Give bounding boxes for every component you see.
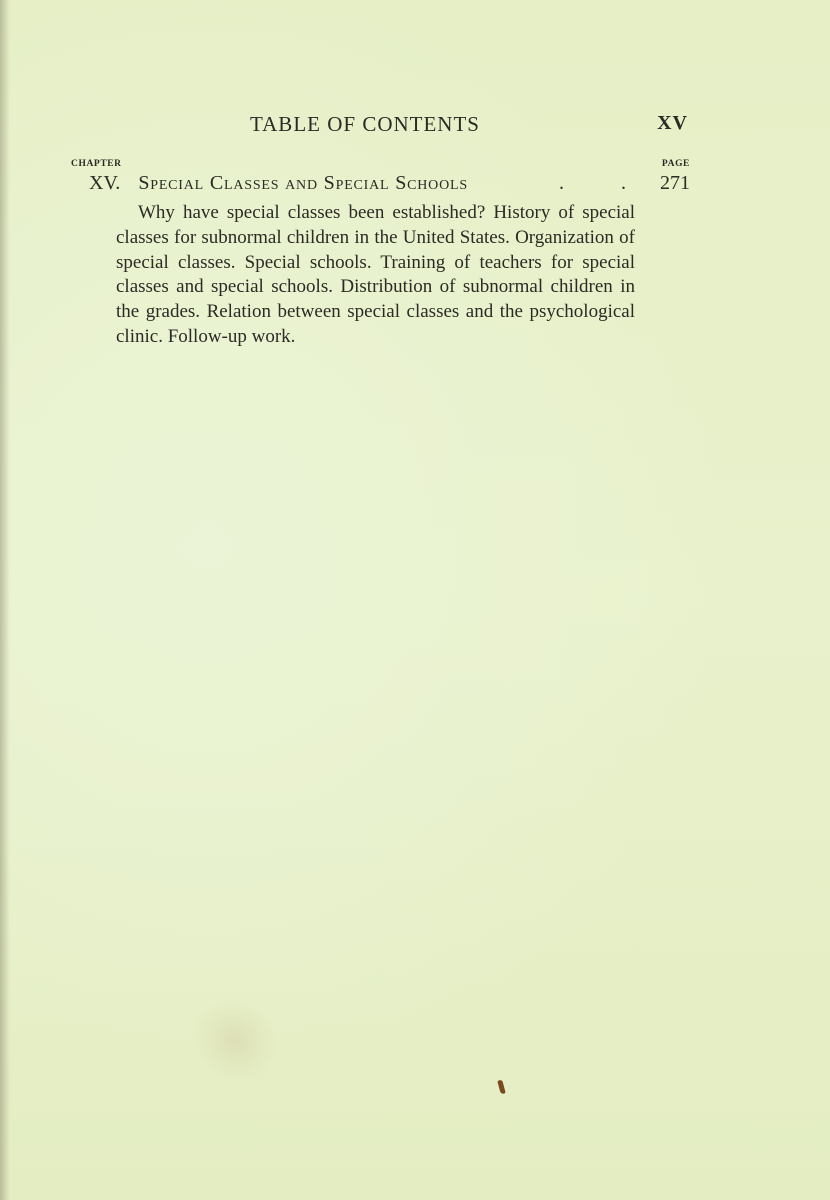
- page-edge-shadow: [0, 0, 10, 1200]
- running-head: TABLE OF CONTENTS: [250, 112, 480, 136]
- dot-leaders: . .: [559, 172, 652, 194]
- toc-entry: [89, 172, 690, 195]
- page-folio: XV: [657, 112, 688, 134]
- chapter-synopsis: Why have special classes been established? History of special classes for subnormal children in the United States. Organization of special classes. Special schools. Training of teachers for special classes and special schools. Distribution of subnormal children in the grades. Relation between special classes and the psychological clinic. Follow-up work.: [116, 202, 635, 347]
- page-column-label: PAGE: [661, 159, 690, 169]
- chapter-column-label: CHAPTER: [71, 159, 122, 169]
- chapter-title: Special Classes and Special Schools: [138, 172, 468, 194]
- ink-speck: [497, 1080, 505, 1095]
- chapter-number: XV.: [89, 172, 121, 194]
- chapter-page-number: 271: [660, 172, 690, 194]
- paper-stain: [175, 981, 295, 1098]
